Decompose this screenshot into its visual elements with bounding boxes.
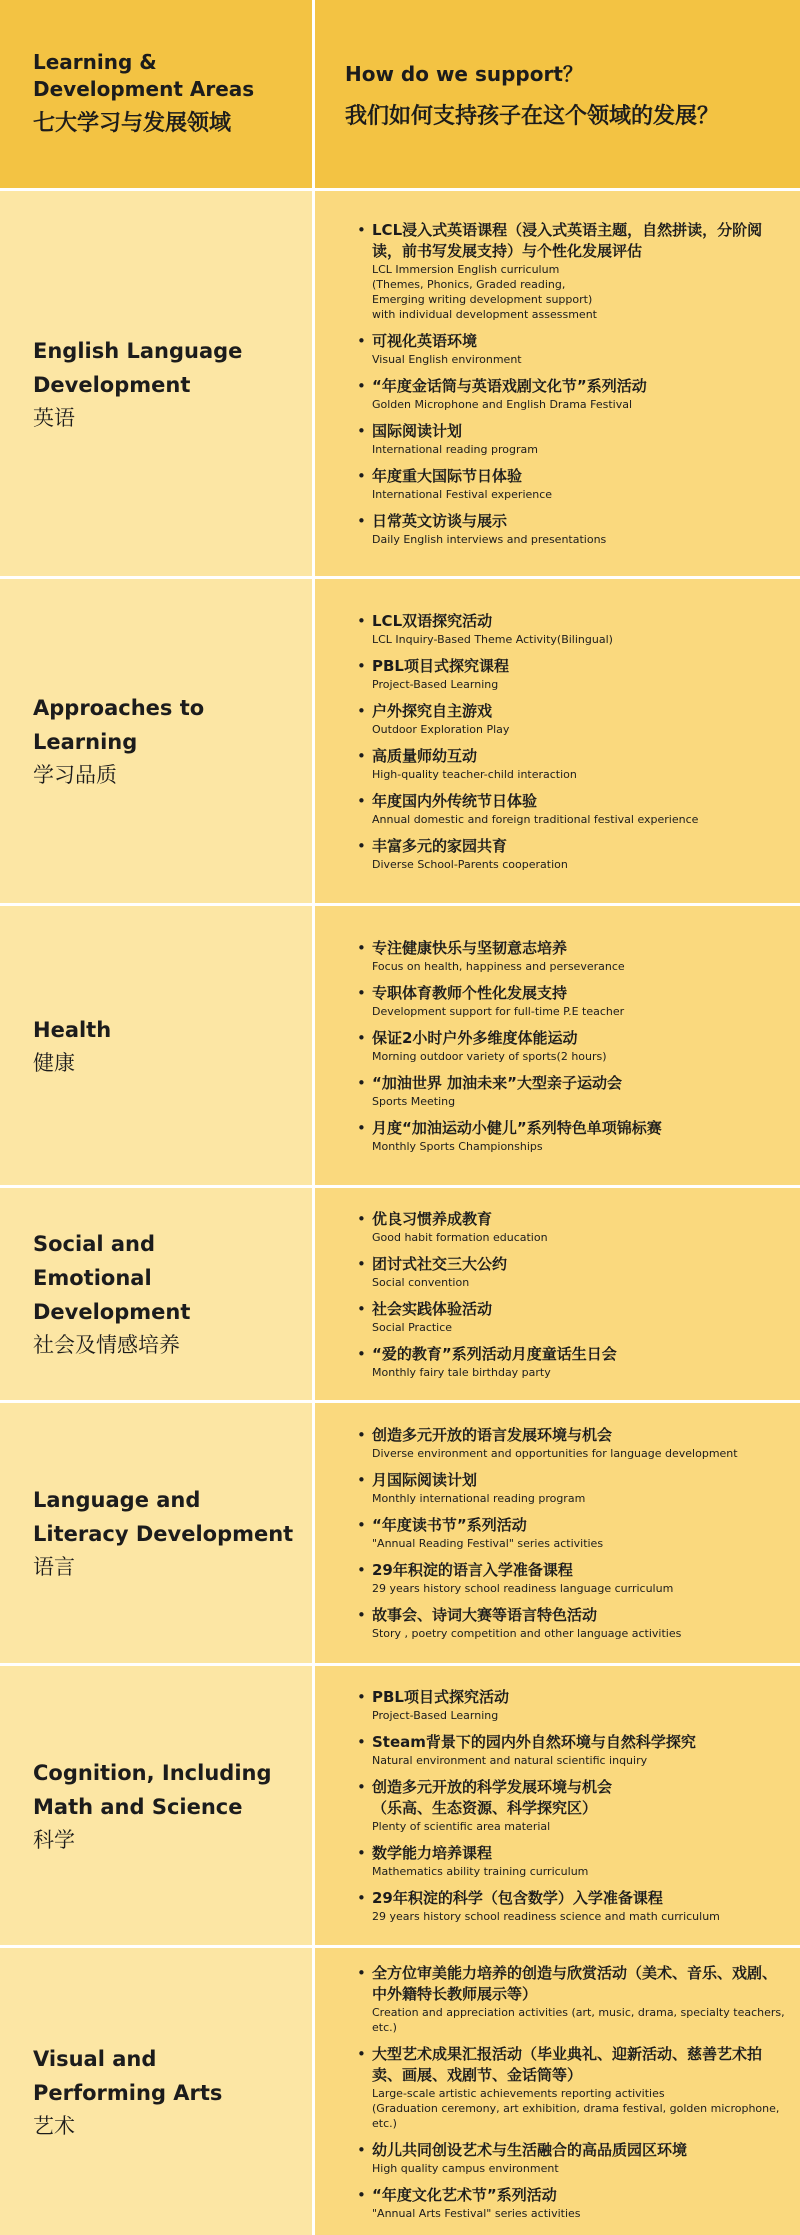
area-name-zh: 学习品质 — [33, 763, 117, 787]
list-item — [355, 983, 790, 1019]
bullet-icon: • — [357, 1778, 366, 1796]
bullet-icon: • — [357, 983, 366, 1002]
list-item — [355, 1344, 790, 1380]
item-text-zh: “年度读书节”系列活动 — [372, 1516, 527, 1534]
bullet-icon: • — [357, 611, 366, 630]
list-item — [355, 1515, 790, 1551]
item-text-zh: 29年积淀的科学（包含数学）入学准备课程 — [372, 1889, 663, 1907]
area-name-zh: 英语 — [33, 405, 75, 430]
item-text-zh: 户外探究自主游戏 — [372, 701, 493, 720]
table-header — [0, 0, 800, 188]
list-item — [355, 836, 790, 872]
area-row-social-emotional — [0, 1188, 800, 1400]
area-row-visual-performing-arts — [0, 1948, 800, 2235]
area-name-cell — [0, 1666, 315, 1945]
list-item — [355, 2140, 790, 2176]
item-text-zh: 创造多元开放的科学发展环境与机会 （乐高、生态资源、科学探究区） — [372, 1778, 613, 1817]
area-row-english — [0, 191, 800, 576]
bullet-icon: • — [357, 656, 366, 675]
bullet-icon: • — [357, 1688, 366, 1706]
bullet-icon: • — [357, 1963, 366, 1982]
header-left-cell — [0, 0, 315, 188]
item-text-en: High quality campus environment — [372, 2161, 559, 2175]
item-text-zh: “年度文化艺术节”系列活动 — [372, 2185, 557, 2204]
item-text-en: High-quality teacher-child interaction — [372, 767, 577, 781]
list-item — [355, 376, 790, 412]
item-text-zh: 保证2小时户外多维度体能运动 — [372, 1028, 578, 1047]
header-areas-zh: 七大学习与发展领域 — [33, 111, 232, 136]
area-name-en: Cognition, Including Math and Science — [33, 1760, 272, 1819]
area-name-cell — [0, 191, 315, 576]
list-item — [355, 220, 790, 322]
item-text-zh: 专职体育教师个性化发展支持 — [372, 983, 568, 1002]
item-text-en: Golden Microphone and English Drama Festival — [372, 398, 633, 411]
item-text-en: Visual English environment — [372, 353, 522, 366]
area-row-cognition-math-science — [0, 1666, 800, 1945]
item-text-zh: 年度重大国际节日体验 — [372, 467, 523, 485]
support-list — [355, 220, 790, 547]
list-item — [355, 1470, 790, 1506]
bullet-icon: • — [357, 1073, 366, 1092]
bullet-icon: • — [357, 1606, 366, 1624]
list-item — [355, 791, 790, 827]
item-text-en: Project-Based Learning — [372, 1709, 499, 1722]
item-text-zh: “爱的教育”系列活动月度童话生日会 — [372, 1344, 617, 1363]
item-text-zh: PBL项目式探究课程 — [372, 656, 509, 675]
support-cell — [315, 579, 800, 903]
item-text-en: Daily English interviews and presentations — [372, 533, 607, 546]
support-cell — [315, 1666, 800, 1945]
item-text-zh: 团讨式社交三大公约 — [372, 1254, 508, 1273]
support-list — [355, 938, 790, 1154]
item-text-en: Creation and appreciation activities (art, music, drama, specialty teachers, etc.) — [372, 2005, 785, 2034]
support-list — [355, 611, 790, 872]
item-text-en: Good habit formation education — [372, 1230, 548, 1244]
support-list — [355, 1209, 790, 1380]
item-text-en: Monthly fairy tale birthday party — [372, 1365, 551, 1379]
list-item — [355, 701, 790, 737]
item-text-en: Plenty of scientific area material — [372, 1820, 551, 1833]
bullet-icon: • — [357, 1889, 366, 1907]
area-name-cell — [0, 1188, 315, 1400]
bullet-icon: • — [357, 1733, 366, 1751]
area-name-cell — [0, 579, 315, 903]
area-name-zh: 艺术 — [33, 2113, 75, 2138]
item-text-zh: 月度“加油运动小健儿”系列特色单项锦标赛 — [372, 1118, 662, 1137]
item-text-zh: 可视化英语环境 — [372, 332, 478, 350]
item-text-zh: “加油世界 加油未来”大型亲子运动会 — [372, 1073, 622, 1092]
item-text-zh: Steam背景下的园内外自然环境与自然科学探究 — [372, 1733, 696, 1751]
bullet-icon: • — [357, 1844, 366, 1862]
list-item — [355, 1028, 790, 1064]
item-text-zh: 大型艺术成果汇报活动（毕业典礼、迎新活动、慈善艺术拍卖、画展、戏剧节、金话筒等） — [372, 2044, 763, 2084]
area-name-cell — [0, 906, 315, 1185]
item-text-en: Project-Based Learning — [372, 677, 499, 691]
item-text-en: LCL Inquiry-Based Theme Activity(Bilingual) — [372, 632, 613, 646]
area-name-en: English Language Development — [33, 338, 243, 397]
list-item — [355, 1073, 790, 1109]
bullet-icon: • — [357, 2140, 366, 2159]
item-text-en: 29 years history school readiness science and math curriculum — [372, 1910, 720, 1923]
list-item — [355, 511, 790, 547]
area-row-language-literacy — [0, 1403, 800, 1663]
area-row-health — [0, 906, 800, 1185]
bullet-icon: • — [357, 1426, 366, 1444]
item-text-en: Monthly international reading program — [372, 1492, 586, 1505]
list-item — [355, 656, 790, 692]
support-cell — [315, 191, 800, 576]
support-list — [355, 1425, 790, 1641]
item-text-zh: 社会实践体验活动 — [372, 1299, 493, 1318]
list-item — [355, 1560, 790, 1596]
bullet-icon: • — [357, 2185, 366, 2204]
list-item — [355, 421, 790, 457]
item-text-en: "Annual Arts Festival" series activities — [372, 2206, 581, 2220]
item-text-en: Mathematics ability training curriculum — [372, 1865, 589, 1878]
area-name-en: Language and Literacy Development — [33, 1488, 294, 1546]
area-name-cell — [0, 1948, 315, 2235]
bullet-icon: • — [357, 422, 366, 440]
item-text-zh: 日常英文访谈与展示 — [372, 512, 508, 530]
area-name-en: Social and Emotional Development — [33, 1232, 191, 1324]
item-text-en: International Festival experience — [372, 488, 553, 501]
bullet-icon: • — [357, 1254, 366, 1273]
item-text-en: LCL Immersion English curriculum (Themes, Phonics, Graded reading, Emerging writing development support) with individual development assessment — [372, 263, 597, 321]
bullet-icon: • — [357, 1471, 366, 1489]
item-text-en: Natural environment and natural scientific inquiry — [372, 1754, 648, 1767]
item-text-en: Monthly Sports Championships — [372, 1139, 543, 1153]
item-text-zh: PBL项目式探究活动 — [372, 1688, 509, 1706]
item-text-en: Annual domestic and foreign traditional festival experience — [372, 812, 699, 826]
item-text-zh: 故事会、诗词大赛等语言特色活动 — [372, 1606, 598, 1624]
item-text-zh: 优良习惯养成教育 — [372, 1209, 493, 1228]
item-text-en: Social Practice — [372, 1320, 453, 1334]
item-text-zh: 高质量师幼互动 — [372, 746, 478, 765]
item-text-zh: 丰富多元的家园共育 — [372, 836, 508, 855]
area-name-zh: 语言 — [33, 1555, 75, 1579]
header-support-en: How do we support？ — [345, 61, 583, 86]
item-text-zh: “年度金话筒与英语戏剧文化节”系列活动 — [372, 377, 647, 395]
list-item — [355, 1732, 790, 1768]
bullet-icon: • — [357, 332, 366, 350]
bullet-icon: • — [357, 1118, 366, 1137]
item-text-en: International reading program — [372, 443, 538, 456]
area-name-zh: 社会及情感培养 — [33, 1333, 180, 1357]
item-text-zh: 全方位审美能力培养的创造与欣赏活动（美术、音乐、戏剧、中外籍特长教师展示等） — [372, 1963, 778, 2003]
support-cell — [315, 1948, 800, 2235]
list-item — [355, 1963, 790, 2035]
bullet-icon: • — [357, 1344, 366, 1363]
list-item — [355, 1777, 790, 1834]
bullet-icon: • — [357, 1299, 366, 1318]
list-item — [355, 746, 790, 782]
list-item — [355, 1888, 790, 1924]
area-name-en: Health — [33, 1017, 112, 1042]
list-item — [355, 1425, 790, 1461]
item-text-zh: 月国际阅读计划 — [372, 1471, 478, 1489]
list-item — [355, 1254, 790, 1290]
list-item — [355, 2185, 790, 2221]
list-item — [355, 1118, 790, 1154]
list-item — [355, 331, 790, 367]
item-text-zh: 数学能力培养课程 — [372, 1844, 493, 1862]
item-text-en: Focus on health, happiness and perseverance — [372, 959, 625, 973]
support-cell — [315, 1403, 800, 1663]
list-item — [355, 2044, 790, 2131]
bullet-icon: • — [357, 1028, 366, 1047]
area-name-zh: 科学 — [33, 1827, 75, 1852]
item-text-zh: LCL浸入式英语课程（浸入式英语主题，自然拼读，分阶阅读，前书写发展支持）与个性化发展评估 — [372, 221, 763, 260]
item-text-zh: LCL双语探究活动 — [372, 611, 493, 630]
item-text-en: Sports Meeting — [372, 1094, 456, 1108]
item-text-zh: 专注健康快乐与坚韧意志培养 — [372, 938, 568, 957]
support-list — [355, 1687, 790, 1924]
item-text-en: Development support for full-time P.E teacher — [372, 1004, 625, 1018]
item-text-en: Large-scale artistic achievements reporting activities (Graduation ceremony, art exhibition, drama festival, golden microphone, etc.) — [372, 2086, 780, 2130]
list-item — [355, 938, 790, 974]
area-name-en: Approaches to Learning — [33, 696, 205, 754]
item-text-zh: 国际阅读计划 — [372, 422, 463, 440]
bullet-icon: • — [357, 1516, 366, 1534]
area-name-cell — [0, 1403, 315, 1663]
area-name-en: Visual and Performing Arts — [33, 2046, 223, 2105]
list-item — [355, 1299, 790, 1335]
header-right-cell — [315, 0, 800, 188]
support-list — [355, 1963, 790, 2221]
item-text-en: 29 years history school readiness language curriculum — [372, 1582, 674, 1595]
item-text-zh: 年度国内外传统节日体验 — [372, 791, 538, 810]
bullet-icon: • — [357, 701, 366, 720]
header-support-zh: 我们如何支持孩子在这个领域的发展？ — [345, 103, 720, 129]
area-name-zh: 健康 — [33, 1050, 75, 1075]
bullet-icon: • — [357, 1561, 366, 1579]
list-item — [355, 1843, 790, 1879]
item-text-zh: 29年积淀的语言入学准备课程 — [372, 1561, 573, 1579]
list-item — [355, 1687, 790, 1723]
bullet-icon: • — [357, 791, 366, 810]
item-text-en: Diverse environment and opportunities for language development — [372, 1447, 738, 1460]
area-row-approaches — [0, 579, 800, 903]
bullet-icon: • — [357, 221, 366, 239]
item-text-en: Story , poetry competition and other language activities — [372, 1627, 682, 1640]
bullet-icon: • — [357, 836, 366, 855]
bullet-icon: • — [357, 512, 366, 530]
support-cell — [315, 1188, 800, 1400]
bullet-icon: • — [357, 2044, 366, 2063]
list-item — [355, 611, 790, 647]
bullet-icon: • — [357, 467, 366, 485]
item-text-en: Morning outdoor variety of sports(2 hours) — [372, 1049, 607, 1063]
list-item — [355, 1209, 790, 1245]
support-cell — [315, 906, 800, 1185]
item-text-en: Social convention — [372, 1275, 470, 1289]
item-text-en: "Annual Reading Festival" series activities — [372, 1537, 604, 1550]
header-areas-en: Learning & Development Areas — [33, 50, 255, 101]
bullet-icon: • — [357, 746, 366, 765]
item-text-zh: 创造多元开放的语言发展环境与机会 — [372, 1426, 613, 1444]
list-item — [355, 1605, 790, 1641]
bullet-icon: • — [357, 377, 366, 395]
item-text-en: Outdoor Exploration Play — [372, 722, 510, 736]
list-item — [355, 466, 790, 502]
item-text-en: Diverse School-Parents cooperation — [372, 857, 568, 871]
bullet-icon: • — [357, 1209, 366, 1228]
item-text-zh: 幼儿共同创设艺术与生活融合的高品质园区环境 — [372, 2140, 688, 2159]
bullet-icon: • — [357, 938, 366, 957]
